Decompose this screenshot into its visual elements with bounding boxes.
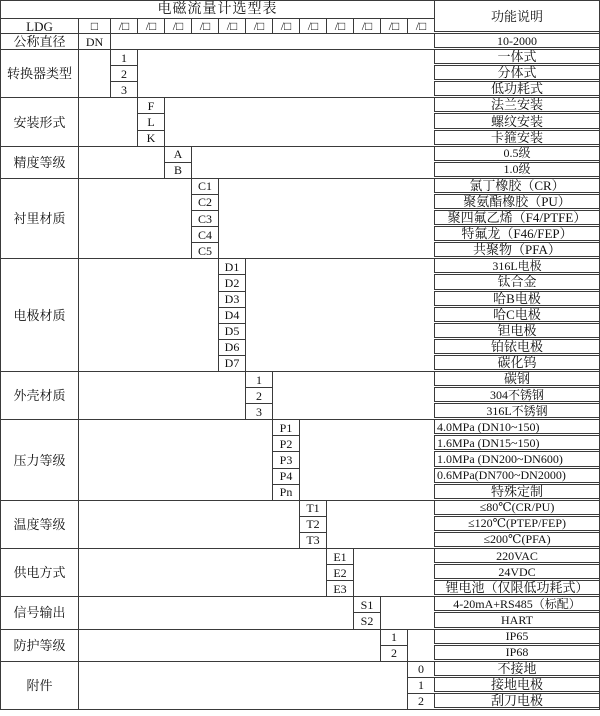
option-desc-cell: 法兰安装: [434, 97, 599, 112]
option-code-cell: P1: [272, 419, 299, 435]
option-desc-cell: HART: [434, 612, 599, 627]
empty-span-cell: [78, 629, 380, 661]
empty-span-cell: [137, 49, 434, 97]
option-desc-cell: 聚氨酯橡胶（PU）: [434, 194, 599, 209]
option-code-cell: DN: [78, 33, 110, 49]
category-label: 衬里材质: [0, 178, 78, 258]
option-desc-cell: 刮刀电极: [434, 693, 599, 708]
code-placeholder-slot: /□: [164, 18, 191, 33]
option-desc-cell: IP65: [434, 629, 599, 644]
category-label: 压力等级: [0, 419, 78, 499]
option-desc-cell: 316L不锈钢: [434, 403, 599, 418]
option-code-cell: D2: [218, 274, 245, 290]
option-desc-cell: 220VAC: [434, 548, 599, 563]
option-code-cell: L: [137, 113, 164, 129]
option-code-cell: E3: [326, 580, 353, 596]
option-desc-cell: 24VDC: [434, 564, 599, 579]
category-label: 防护等级: [0, 629, 78, 661]
empty-span-cell: [78, 178, 191, 258]
option-code-cell: F: [137, 97, 164, 113]
empty-span-cell: [78, 49, 110, 97]
code-placeholder-slot: /□: [245, 18, 272, 33]
option-desc-cell: 一体式: [434, 49, 599, 64]
option-desc-cell: 0.6MPa(DN700~DN2000): [434, 468, 599, 483]
option-desc-cell: ≤80℃(CR/PU): [434, 500, 599, 515]
option-desc-cell: 卡箍安装: [434, 130, 599, 145]
empty-span-cell: [78, 419, 272, 499]
option-desc-cell: 聚四氟乙烯（F4/PTFE）: [434, 210, 599, 225]
code-placeholder-slot: /□: [353, 18, 380, 33]
code-placeholder-slot: /□: [380, 18, 407, 33]
empty-span-cell: [78, 146, 164, 178]
option-desc-cell: 钽电极: [434, 323, 599, 338]
option-desc-cell: 铂铱电极: [434, 339, 599, 354]
option-code-cell: D5: [218, 323, 245, 339]
option-desc-cell: 1.0级: [434, 162, 599, 177]
option-code-cell: T2: [299, 516, 326, 532]
option-desc-cell: 哈C电极: [434, 307, 599, 322]
empty-span-cell: [78, 258, 218, 371]
option-desc-cell: IP68: [434, 645, 599, 660]
option-desc-cell: 钛合金: [434, 274, 599, 289]
category-label: 附件: [0, 661, 78, 709]
category-label: 安装形式: [0, 97, 78, 145]
table-title: 电磁流量计选型表: [0, 0, 434, 18]
empty-span-cell: [353, 548, 434, 596]
option-desc-cell: 氯丁橡胶（CR）: [434, 178, 599, 193]
option-code-cell: 2: [245, 387, 272, 403]
option-code-cell: 1: [407, 677, 434, 693]
code-placeholder-slot: /□: [326, 18, 353, 33]
option-code-cell: 3: [245, 403, 272, 419]
empty-span-cell: [272, 371, 434, 419]
option-desc-cell: 1.0MPa (DN200~DN600): [434, 451, 599, 466]
category-label: 信号输出: [0, 596, 78, 628]
empty-span-cell: [326, 500, 434, 548]
model-prefix-label: LDG: [0, 18, 78, 33]
code-placeholder-slot: /□: [110, 18, 137, 33]
option-code-cell: 2: [380, 645, 407, 661]
option-desc-cell: 特殊定制: [434, 484, 599, 499]
empty-span-cell: [78, 500, 299, 548]
option-code-cell: 3: [110, 81, 137, 97]
empty-span-cell: [380, 596, 434, 628]
option-code-cell: 2: [110, 65, 137, 81]
option-code-cell: K: [137, 130, 164, 146]
category-label: 转换器类型: [0, 49, 78, 97]
option-desc-cell: 碳钢: [434, 371, 599, 386]
option-desc-cell: 锂电池（仅限低功耗式）: [434, 580, 599, 595]
option-code-cell: Pn: [272, 484, 299, 500]
option-code-cell: P3: [272, 451, 299, 467]
empty-span-cell: [191, 146, 434, 178]
option-desc-cell: 1.6MPa (DN15~150): [434, 435, 599, 450]
option-code-cell: 0: [407, 661, 434, 677]
empty-span-cell: [78, 371, 245, 419]
option-code-cell: D1: [218, 258, 245, 274]
option-code-cell: E1: [326, 548, 353, 564]
category-label: 温度等级: [0, 500, 78, 548]
category-label: 精度等级: [0, 146, 78, 178]
option-desc-cell: 10-2000: [434, 33, 599, 48]
option-code-cell: C3: [191, 210, 218, 226]
option-code-cell: C5: [191, 242, 218, 258]
option-code-cell: D3: [218, 291, 245, 307]
code-placeholder-slot: /□: [272, 18, 299, 33]
option-desc-cell: 4-20mA+RS485（标配）: [434, 596, 599, 611]
option-desc-cell: ≤120℃(PTEP/FEP): [434, 516, 599, 531]
option-desc-cell: 304不锈钢: [434, 387, 599, 402]
empty-span-cell: [78, 661, 407, 709]
option-desc-cell: 4.0MPa (DN10~150): [434, 419, 599, 434]
empty-span-cell: [78, 548, 326, 596]
empty-span-cell: [78, 97, 137, 145]
option-code-cell: C2: [191, 194, 218, 210]
empty-span-cell: [110, 33, 434, 49]
option-desc-cell: 接地电极: [434, 677, 599, 692]
option-code-cell: C4: [191, 226, 218, 242]
empty-span-cell: [78, 596, 353, 628]
option-code-cell: D4: [218, 307, 245, 323]
option-desc-cell: 特氟龙（F46/FEP）: [434, 226, 599, 241]
option-code-cell: S1: [353, 596, 380, 612]
function-column-header: 功能说明: [434, 0, 599, 32]
code-placeholder-slot: /□: [191, 18, 218, 33]
option-desc-cell: ≤200℃(PFA): [434, 532, 599, 547]
option-code-cell: 1: [245, 371, 272, 387]
option-desc-cell: 哈B电极: [434, 291, 599, 306]
option-desc-cell: 共聚物（PFA）: [434, 242, 599, 257]
option-desc-cell: 低功耗式: [434, 81, 599, 96]
category-label: 电极材质: [0, 258, 78, 371]
option-desc-cell: 316L电极: [434, 258, 599, 273]
option-code-cell: P2: [272, 435, 299, 451]
option-desc-cell: 不接地: [434, 661, 599, 676]
code-placeholder-slot: /□: [299, 18, 326, 33]
option-desc-cell: 分体式: [434, 65, 599, 80]
code-placeholder-slot: /□: [137, 18, 164, 33]
option-desc-cell: 螺纹安装: [434, 113, 599, 128]
category-label: 公称直径: [0, 33, 78, 49]
option-code-cell: E2: [326, 564, 353, 580]
option-code-cell: C1: [191, 178, 218, 194]
empty-span-cell: [245, 258, 434, 371]
option-code-cell: D7: [218, 355, 245, 371]
option-code-cell: 2: [407, 693, 434, 709]
code-placeholder-slot: /□: [218, 18, 245, 33]
option-code-cell: 1: [110, 49, 137, 65]
option-code-cell: 1: [380, 629, 407, 645]
option-code-cell: B: [164, 162, 191, 178]
option-code-cell: S2: [353, 612, 380, 628]
code-placeholder-slot: /□: [407, 18, 434, 33]
code-placeholder-box: □: [78, 18, 110, 33]
empty-span-cell: [164, 97, 434, 145]
option-code-cell: T1: [299, 500, 326, 516]
option-desc-cell: 0.5级: [434, 146, 599, 161]
category-label: 供电方式: [0, 548, 78, 596]
empty-span-cell: [299, 419, 434, 499]
option-code-cell: T3: [299, 532, 326, 548]
category-label: 外壳材质: [0, 371, 78, 419]
option-code-cell: A: [164, 146, 191, 162]
option-code-cell: P4: [272, 468, 299, 484]
empty-span-cell: [407, 629, 434, 661]
option-code-cell: D6: [218, 339, 245, 355]
empty-span-cell: [218, 178, 434, 258]
option-desc-cell: 碳化钨: [434, 355, 599, 370]
